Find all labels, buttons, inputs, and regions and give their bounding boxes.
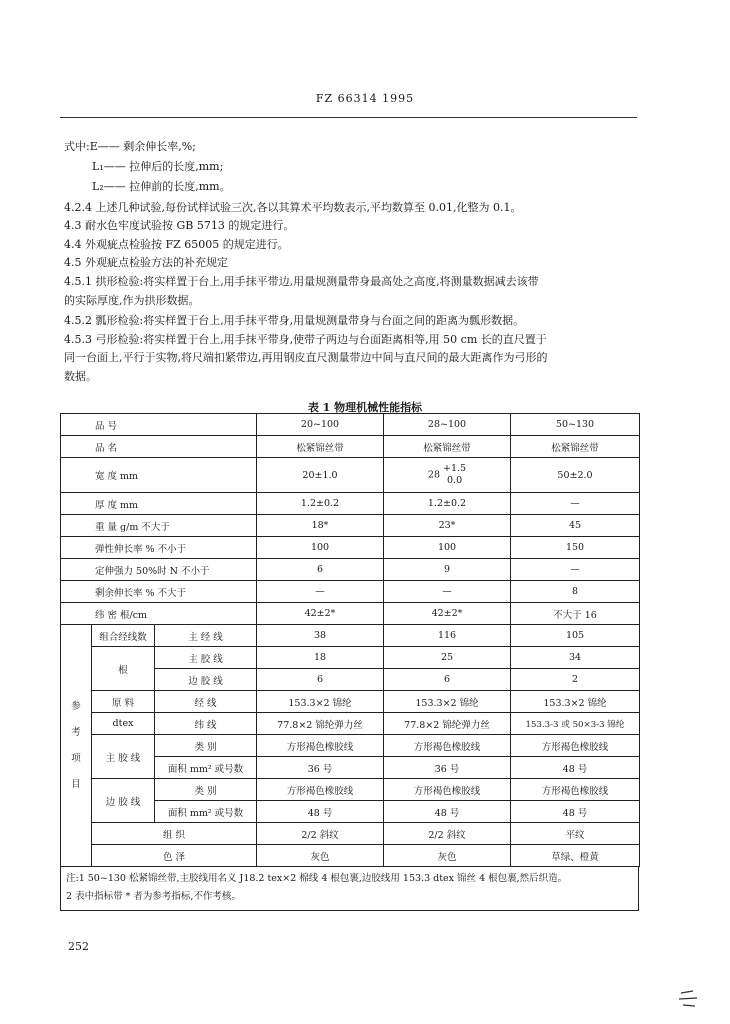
page-number: 252: [68, 940, 89, 953]
table-cell: 25: [384, 647, 511, 669]
group-label: 组合经线数: [92, 625, 155, 647]
table-cell: 方形褐色橡胶线: [384, 735, 511, 757]
table-cell: 松紧锦丝带: [384, 436, 511, 458]
row-label: 边 胶 线: [155, 669, 257, 691]
row-label: 定伸强力 50%时 N 不小于: [61, 559, 257, 581]
header-col: 28~100: [384, 414, 511, 436]
table-cell: 6: [257, 669, 384, 691]
table-cell: 42±2*: [384, 603, 511, 625]
group-unit: dtex: [92, 713, 155, 735]
table-cell: 150: [511, 537, 640, 559]
table-cell: —: [511, 493, 640, 515]
clause-4-5-3-cont: 同一台面上,平行于实物,将尺端扣紧带边,再用钢皮直尺测量带边中间与直尺间的最大距离作为弓形的: [64, 351, 548, 364]
row-label: 面积 mm² 或号数: [155, 801, 257, 823]
row-label: 品 名: [61, 436, 257, 458]
table-cell: 平纹: [511, 823, 640, 845]
row-label: 经 线: [155, 691, 257, 713]
header-col: 50~130: [511, 414, 640, 436]
table-cell: 草绿、橙黄: [511, 845, 640, 867]
row-label: 类 别: [155, 735, 257, 757]
table-cell: 77.8×2 锦纶弹力丝: [257, 713, 384, 735]
table-cell: 77.8×2 锦纶弹力丝: [384, 713, 511, 735]
table-cell: 105: [511, 625, 640, 647]
table-cell: 方形褐色橡胶线: [257, 735, 384, 757]
table-cell: 153.3×2 锦纶: [257, 691, 384, 713]
table-row: [61, 713, 640, 735]
formula-line: 式中:E—— 剩余伸长率,%;: [64, 140, 196, 153]
table-row: [61, 559, 640, 581]
table-cell: 方形褐色橡胶线: [511, 735, 640, 757]
clause-4-5-1: 4.5.1 拱形检验:将实样置于台上,用手抹平带边,用量规测量带身最高处之高度,将测量数据减去该带: [64, 275, 539, 288]
table-cell: 8: [511, 581, 640, 603]
table-cell: 48 号: [257, 801, 384, 823]
header-pinhao: 品 号: [61, 414, 257, 436]
table-row: [61, 537, 640, 559]
table-cell: [384, 458, 511, 493]
header-rule: [60, 117, 637, 118]
table-cell: 6: [384, 669, 511, 691]
table-cell: 48 号: [511, 757, 640, 779]
table-row: [61, 779, 640, 801]
table-cell: 20±1.0: [257, 458, 384, 493]
table-cell: 1.2±0.2: [257, 493, 384, 515]
table-cell: 灰色: [384, 845, 511, 867]
group-label: 原 料: [92, 691, 155, 713]
table-cell: —: [511, 559, 640, 581]
table-row: [61, 691, 640, 713]
tolerance-lower: 0.0: [447, 475, 463, 486]
clause-4-5-1-cont: 的实际厚度,作为拱形数据。: [64, 294, 200, 307]
table-cell: 2: [511, 669, 640, 691]
table-cell: 45: [511, 515, 640, 537]
tolerance-stack: [443, 463, 466, 487]
table-cell: 34: [511, 647, 640, 669]
row-label: 宽 度 mm: [61, 458, 257, 493]
table-cell: 153.3×2 锦纶: [511, 691, 640, 713]
formula-line: L₂—— 拉伸前的长度,mm。: [92, 180, 231, 193]
table-cell: 6: [257, 559, 384, 581]
clause-4-5: 4.5 外观疵点检验方法的补充规定: [64, 256, 228, 269]
table-row: [61, 845, 640, 867]
row-label: 主 经 线: [155, 625, 257, 647]
table-cell: 23*: [384, 515, 511, 537]
row-label: 剩余伸长率 % 不大于: [61, 581, 257, 603]
reference-items-label: 参 考 项 目: [61, 625, 92, 867]
group-label: 主 胶 线: [92, 735, 155, 779]
row-label: 类 别: [155, 779, 257, 801]
table-cell: 方形褐色橡胶线: [511, 779, 640, 801]
table-row: [61, 735, 640, 757]
table-cell: 方形褐色橡胶线: [384, 779, 511, 801]
clause-4-5-3: 4.5.3 弓形检验:将实样置于台上,用手抹平带身,使带子两边与台面距离相等,用 50 cm 长的直尺置于: [64, 333, 547, 346]
table-cell: 灰色: [257, 845, 384, 867]
group-unit: 根: [92, 647, 155, 691]
table-cell: 48 号: [384, 801, 511, 823]
table-row: [61, 436, 640, 458]
scan-mark-icon: [677, 985, 699, 1009]
table-cell: 42±2*: [257, 603, 384, 625]
clause-4-5-3-cont: 数据。: [64, 370, 97, 383]
table-caption: 表 1 物理机械性能指标: [307, 401, 423, 414]
table-cell: 100: [257, 537, 384, 559]
header-col: 20~100: [257, 414, 384, 436]
table-cell: 18*: [257, 515, 384, 537]
table-cell: —: [257, 581, 384, 603]
table-cell: 100: [384, 537, 511, 559]
formula-line: L₁—— 拉伸后的长度,mm;: [92, 160, 224, 173]
clause-4-5-2: 4.5.2 瓢形检验:将实样置于台上,用手抹平带身,用量规测量带身与台面之间的距离为瓢形数据。: [64, 314, 525, 327]
table-header-row: [61, 414, 640, 436]
table-cell: 36 号: [257, 757, 384, 779]
row-label: 弹性伸长率 % 不小于: [61, 537, 257, 559]
table-cell: 50±2.0: [511, 458, 640, 493]
table-row: [61, 581, 640, 603]
clause-4-3: 4.3 耐水色牢度试验按 GB 5713 的规定进行。: [64, 219, 295, 232]
row-label: 组 织: [92, 823, 257, 845]
page-header: FZ 66314 1995: [315, 92, 415, 105]
clause-4-4: 4.4 外观疵点检验按 FZ 65005 的规定进行。: [64, 238, 289, 251]
table-cell: 9: [384, 559, 511, 581]
group-label: 边 胶 线: [92, 779, 155, 823]
row-label: 纬 密 根/cm: [61, 603, 257, 625]
row-label: 色 泽: [92, 845, 257, 867]
row-label: 面积 mm² 或号数: [155, 757, 257, 779]
row-label: 纬 线: [155, 713, 257, 735]
table-cell: 116: [384, 625, 511, 647]
table-row: [61, 603, 640, 625]
table-cell: 2/2 斜纹: [384, 823, 511, 845]
table-cell: 松紧锦丝带: [257, 436, 384, 458]
table-row: [61, 458, 640, 493]
tolerance-base: 28: [427, 469, 440, 481]
table-cell: 153.3-3 或 50×3-3 锦纶: [511, 713, 640, 735]
table-note-2: 2 表中指标带 * 者为参考指标,不作考核。: [66, 891, 241, 902]
clause-4-2-4: 4.2.4 上述几种试验,每份试样试验三次,各以其算术平均数表示,平均数算至 0.01,化整为 0.1。: [64, 201, 522, 214]
table-row: [61, 515, 640, 537]
table-cell: 38: [257, 625, 384, 647]
table-row: [61, 823, 640, 845]
table-row: [61, 647, 640, 669]
table-row: [61, 493, 640, 515]
table-cell: 48 号: [511, 801, 640, 823]
table-cell: 18: [257, 647, 384, 669]
table-note-1: 注:1 50~130 松紧锦丝带,主胶线用名义 J18.2 tex×2 棉线 4 根包裹,边胶线用 153.3 dtex 锦丝 4 根包裹,然后织造。: [66, 873, 568, 884]
row-label: 厚 度 mm: [61, 493, 257, 515]
table-cell: 2/2 斜纹: [257, 823, 384, 845]
table-row: [61, 625, 640, 647]
table-cell: 松紧锦丝带: [511, 436, 640, 458]
table-cell: 36 号: [384, 757, 511, 779]
tolerance-upper: +1.5: [443, 463, 467, 474]
row-label: 重 量 g/m 不大于: [61, 515, 257, 537]
row-label: 主 胶 线: [155, 647, 257, 669]
table-cell: 不大于 16: [511, 603, 640, 625]
table-cell: 1.2±0.2: [384, 493, 511, 515]
table-cell: 153.3×2 锦纶: [384, 691, 511, 713]
properties-table: [60, 413, 640, 867]
table-cell: —: [384, 581, 511, 603]
table-cell: 方形褐色橡胶线: [257, 779, 384, 801]
